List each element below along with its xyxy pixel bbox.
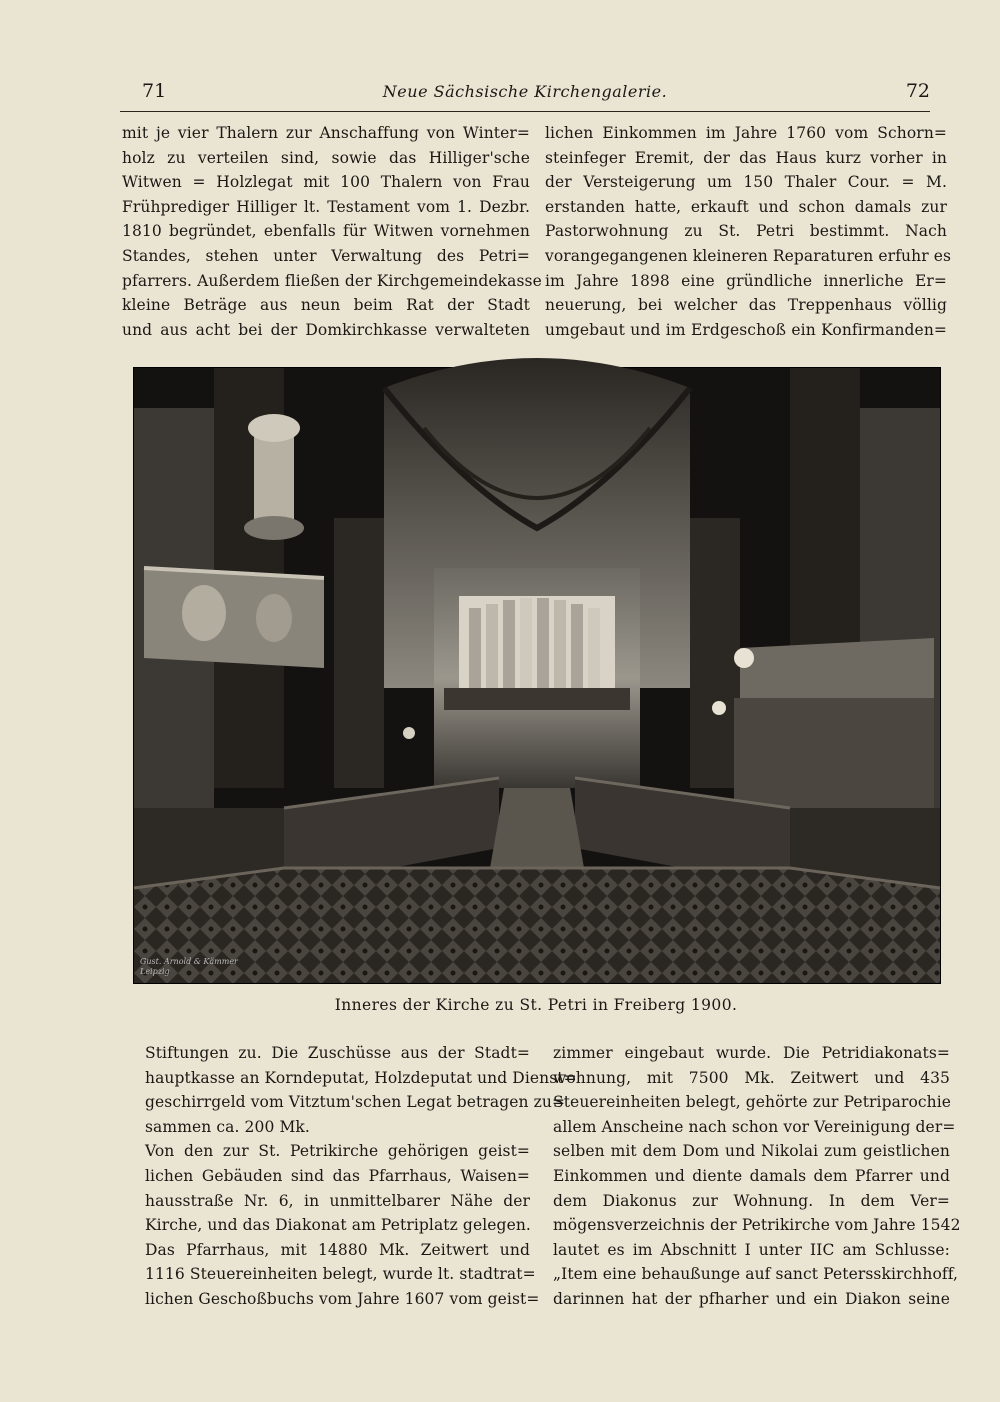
text-line: zimmer eingebaut wurde. Die Petridiakonats= [553, 1044, 950, 1062]
text-line: mit je vier Thalern zur Anschaffung von Winter= [122, 124, 530, 142]
running-title: Neue Sächsische Kirchengalerie. [382, 82, 668, 101]
text-line: darinnen hat der pfharher und ein Diakon seine [553, 1289, 950, 1308]
text-column-bottom-left [145, 1041, 577, 1312]
text-line: „Item eine behaußunge auf sanct Petersskirchhoff, [553, 1265, 959, 1284]
text-line: neuerung, bei welcher das Treppenhaus völlig [545, 296, 947, 315]
text-line: lichen Geschoßbuchs vom Jahre 1607 vom geist= [145, 1289, 540, 1308]
text-line: im Jahre 1898 eine gründliche innerliche Er= [545, 271, 947, 290]
text-column-top-left [122, 121, 542, 342]
text-line: holz zu verteilen sind, sowie das Hilliger'sche [122, 148, 530, 167]
text-line: steinfeger Eremit, der das Haus kurz vorher in [545, 148, 947, 167]
text-line: Witwen = Holzlegat mit 100 Thalern von Frau [122, 173, 530, 192]
text-line: Standes, stehen unter Verwaltung des Petri= [122, 246, 530, 265]
page-header [120, 78, 930, 110]
text-column-bottom-right [553, 1041, 961, 1312]
text-line: allem Anscheine nach schon vor Vereinigung der= [553, 1117, 956, 1136]
text-line: lautet es im Abschnitt I unter IIC am Schlusse: [553, 1240, 950, 1259]
text-line: Pastorwohnung zu St. Petri bestimmt. Nach [545, 222, 947, 241]
text-line: selben mit dem Dom und Nikolai zum geistlichen [553, 1142, 950, 1161]
page-number-left: 71 [142, 80, 167, 102]
text-line: erstanden hatte, erkauft und schon damals zur [545, 197, 947, 216]
header-rule [120, 111, 930, 112]
text-line: Einkommen und diente damals dem Pfarrer und [553, 1166, 950, 1185]
text-line: dem Diakonus zur Wohnung. In dem Ver= [553, 1191, 950, 1210]
text-line: lichen Einkommen im Jahre 1760 vom Schorn= [545, 124, 947, 142]
organ [444, 596, 630, 710]
text-line: geschirrgeld vom Vitztum'schen Legat betragen zu= [145, 1093, 566, 1112]
text-line: hausstraße Nr. 6, in unmittelbarer Nähe der [145, 1191, 530, 1210]
text-line: vorangegangenen kleineren Reparaturen erfuhr es [545, 246, 952, 265]
church-interior-illustration [134, 368, 940, 983]
text-line: und aus acht bei der Domkirchkasse verwalteten [122, 320, 530, 339]
text-line: umgebaut und im Erdgeschoß ein Konfirmanden= [545, 320, 947, 339]
text-line: 1116 Steuereinheiten belegt, wurde lt. stadtrat= [145, 1265, 536, 1284]
photo-credit: Gust. Arnold & Kämmer Leipzig [140, 957, 238, 976]
text-line: lichen Gebäuden sind das Pfarrhaus, Waisen= [145, 1166, 530, 1185]
text-line: wohnung, mit 7500 Mk. Zeitwert und 435 [553, 1068, 950, 1087]
text-line: Steuereinheiten belegt, gehörte zur Petriparochie [553, 1093, 952, 1112]
text-line: Von den zur St. Petrikirche gehörigen geist= [145, 1142, 530, 1161]
text-column-top-right [545, 121, 952, 342]
text-line: der Versteigerung um 150 Thaler Cour. = M. [545, 173, 947, 192]
text-line: hauptkasse an Korndeputat, Holzdeputat und Dienst= [145, 1068, 577, 1087]
text-line: mögensverzeichnis der Petrikirche vom Jahre 1542 [553, 1216, 961, 1235]
text-line: sammen ca. 200 Mk. [145, 1117, 310, 1136]
text-line: Das Pfarrhaus, mit 14880 Mk. Zeitwert und [145, 1240, 530, 1259]
text-line: pfarrers. Außerdem fließen der Kirchgemeindekasse [122, 271, 542, 290]
page-number-right: 72 [905, 80, 930, 102]
text-line: Stiftungen zu. Die Zuschüsse aus der Stadt= [145, 1044, 530, 1062]
text-line: Kirche, und das Diakonat am Petriplatz gelegen. [145, 1216, 531, 1235]
text-line: 1810 begründet, ebenfalls für Witwen vornehmen [122, 222, 530, 241]
text-line: Frühprediger Hilliger lt. Testament vom 1. Dezbr. [122, 197, 530, 216]
church-interior-photo [133, 367, 941, 984]
text-line: kleine Beträge aus neun beim Rat der Stadt [122, 296, 530, 315]
photo-caption: Inneres der Kirche zu St. Petri in Freiberg 1900. [334, 996, 738, 1014]
